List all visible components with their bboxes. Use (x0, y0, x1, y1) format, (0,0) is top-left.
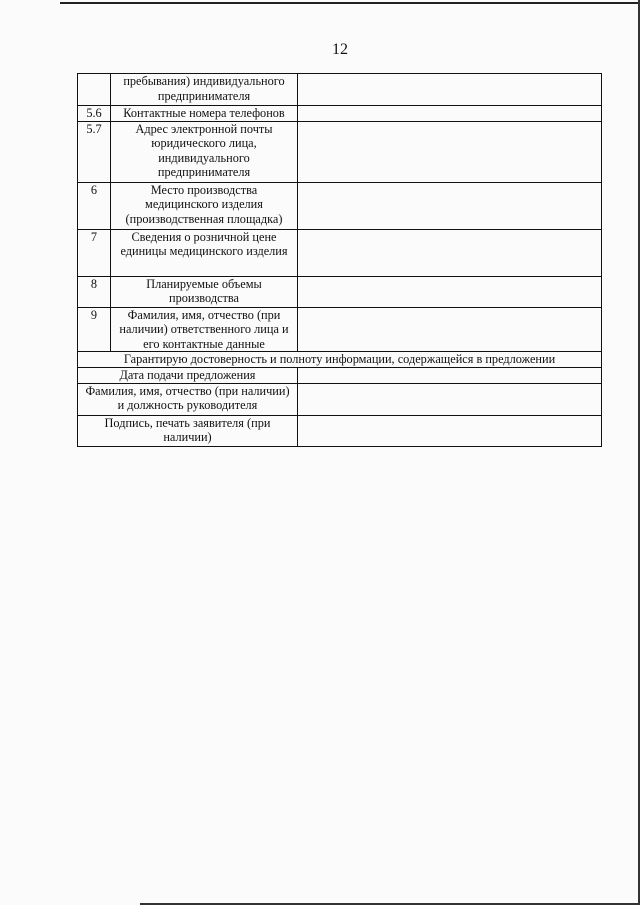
row-number: 5.7 (78, 121, 111, 182)
row-label: Планируемые объемы производства (111, 276, 298, 307)
guarantee-text: Гарантирую достоверность и полноту информации, содержащейся в предложении (78, 352, 602, 368)
table-row (78, 229, 602, 276)
footer-row (78, 415, 602, 446)
row-number: 7 (78, 229, 111, 276)
footer-row (78, 368, 602, 384)
row-value-field[interactable] (298, 229, 602, 276)
footer-label: Подпись, печать заявителя (при наличии) (78, 415, 298, 446)
table-row (78, 276, 602, 307)
page-edge-top (60, 2, 640, 4)
head-name-position-field[interactable] (298, 383, 602, 415)
signature-seal-field[interactable] (298, 415, 602, 446)
row-number (78, 74, 111, 106)
row-number: 8 (78, 276, 111, 307)
row-label: пребывания) индивидуального предпринимателя (111, 74, 298, 106)
footer-label: Фамилия, имя, отчество (при наличии) и должность руководителя (78, 383, 298, 415)
row-number: 9 (78, 307, 111, 352)
submission-date-field[interactable] (298, 368, 602, 384)
table-row (78, 182, 602, 229)
row-number: 6 (78, 182, 111, 229)
row-label: Контактные номера телефонов (111, 106, 298, 122)
row-value-field[interactable] (298, 307, 602, 352)
application-form-table (77, 73, 602, 447)
guarantee-row (78, 352, 602, 368)
table-row (78, 307, 602, 352)
row-value-field[interactable] (298, 182, 602, 229)
footer-row (78, 383, 602, 415)
page-number: 12 (332, 41, 348, 58)
footer-label: Дата подачи предложения (78, 368, 298, 384)
row-value-field[interactable] (298, 74, 602, 106)
row-value-field[interactable] (298, 121, 602, 182)
row-number: 5.6 (78, 106, 111, 122)
row-label: Место производства медицинского изделия (производственная площадка) (111, 182, 298, 229)
row-value-field[interactable] (298, 106, 602, 122)
table-row (78, 121, 602, 182)
row-label: Фамилия, имя, отчество (при наличии) ответственного лица и его контактные данные (111, 307, 298, 352)
row-label: Адрес электронной почты юридического лица, индивидуального предпринимателя (111, 121, 298, 182)
table-row (78, 74, 602, 106)
row-value-field[interactable] (298, 276, 602, 307)
row-label: Сведения о розничной цене единицы медицинского изделия (111, 229, 298, 276)
table-row (78, 106, 602, 122)
